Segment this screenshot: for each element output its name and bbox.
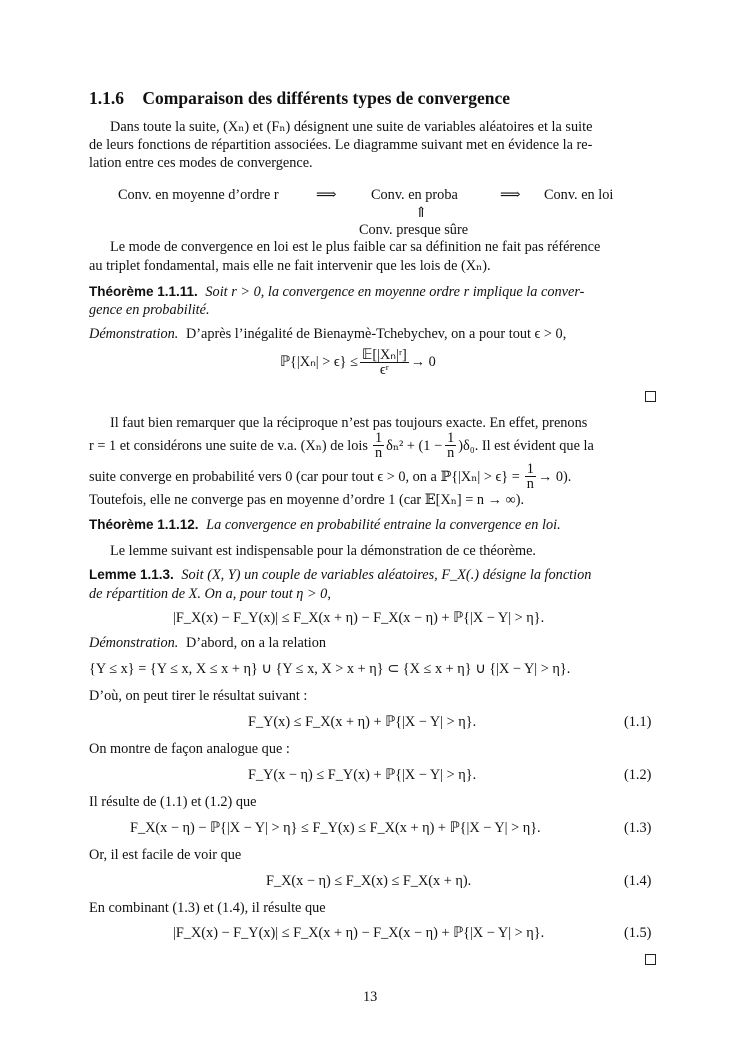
lemme-text-1: Soit (X, Y) un couple de variables aléatoires, F_X(.) désigne la fonction	[181, 567, 592, 583]
recip-line-1: Il faut bien remarquer que la réciproque n’est pas toujours exacte. En effet, prenons	[110, 415, 588, 431]
frac-num-2: 1	[447, 430, 455, 446]
recip-text-a: r = 1 et considérons une suite de v.a. (Xₙ) de lois	[89, 437, 368, 454]
recip-line-4: Toutefois, elle ne converge pas en moyenne d’ordre 1 (car 𝔼[Xₙ] = n → ∞).	[89, 492, 525, 508]
recip-fraction-1	[373, 431, 384, 460]
intro-line-1: Dans toute la suite, (Xₙ) et (Fₙ) désignent une suite de variables aléatoires et la suite	[110, 119, 593, 135]
frac-num-1: 1	[374, 430, 383, 446]
demonstration-1	[89, 325, 566, 343]
diagram-node-loi: Conv. en loi	[544, 187, 614, 203]
demonstration-text: D’après l’inégalité de Bienaymè-Tchebychev, on a pour tout ϵ > 0,	[185, 326, 567, 342]
eq-left: ℙ{|Xₙ| > ϵ} ≤	[280, 354, 358, 370]
frac-den-1: n	[374, 445, 383, 461]
equation-chebyshev	[280, 348, 436, 377]
intro-line-2: de leurs fonctions de répartition associées. Le diagramme suivant met en évidence la re-	[89, 137, 593, 153]
demonstration-label: Démonstration.	[89, 326, 179, 342]
demo-text-4: Or, il est facile de voir que	[89, 847, 242, 863]
lemme-label: Lemme 1.1.3.	[89, 567, 174, 582]
eq-fraction	[360, 348, 409, 377]
theorem-text-1: Soit r > 0, la convergence en moyenne ordre r implique la conver-	[205, 284, 585, 300]
theorem-text-2: gence en probabilité.	[89, 302, 210, 318]
theorem-label: Théorème 1.1.11.	[89, 284, 198, 299]
set-relation: {Y ≤ x} = {Y ≤ x, X ≤ x + η} ∪ {Y ≤ x, X > x + η} ⊂ {X ≤ x + η} ∪ {|X − Y| > η}.	[89, 661, 571, 677]
page-number: 13	[363, 989, 378, 1005]
diagram-arrow-up: ⇑	[415, 205, 427, 221]
demonstration-label: Démonstration.	[89, 635, 179, 651]
intro-line-3: lation entre ces modes de convergence.	[89, 155, 313, 171]
eq-numerator: 𝔼[|Xₙ|ʳ]	[361, 347, 407, 363]
lemme-text-2: de répartition de X. On a, pour tout η > 0,	[89, 586, 331, 602]
frac-den-2: n	[447, 445, 455, 461]
equation-number-1-4: (1.4)	[624, 873, 652, 889]
equation-1-1: F_Y(x) ≤ F_X(x + η) + ℙ{|X − Y| > η}.	[248, 714, 477, 730]
theorem-1-1-11	[89, 283, 584, 301]
demo-text-5: En combinant (1.3) et (1.4), il résulte que	[89, 900, 326, 916]
qed-square-icon	[645, 954, 656, 965]
section-title: Comparaison des différents types de convergence	[142, 88, 510, 108]
lemme-intro: Le lemme suivant est indispensable pour la démonstration de ce théorème.	[110, 543, 536, 559]
diagram-arrow-1: ⟹	[316, 187, 337, 203]
diagram-node-proba: Conv. en proba	[371, 187, 458, 203]
lemme-1-1-3	[89, 566, 591, 584]
mode-line-2: au triplet fondamental, mais elle ne fait intervenir que les lois de (Xₙ).	[89, 258, 491, 274]
frac-den-3: n	[526, 476, 534, 492]
equation-1-4: F_X(x − η) ≤ F_X(x) ≤ F_X(x + η).	[266, 873, 472, 889]
diagram-arrow-2: ⟹	[500, 187, 521, 203]
frac-num-3: 1	[526, 461, 534, 477]
section-heading	[89, 88, 510, 109]
recip-text-3a: suite converge en probabilité vers 0 (car pour tout ϵ > 0, on a ℙ{|Xₙ| > ϵ} =	[89, 468, 520, 485]
equation-1-2: F_Y(x − η) ≤ F_Y(x) + ℙ{|X − Y| > η}.	[248, 767, 477, 783]
section-number: 1.1.6	[89, 88, 124, 108]
demo-text-3: Il résulte de (1.1) et (1.2) que	[89, 794, 257, 810]
recip-line-3	[89, 462, 571, 491]
demo-text-2: On montre de façon analogue que :	[89, 741, 290, 757]
demo-text-1: D’où, on peut tirer le résultat suivant :	[89, 688, 308, 704]
recip-text-b: δₙ² + (1 −	[386, 437, 443, 454]
demonstration-2	[89, 634, 326, 652]
theorem-1-1-12	[89, 516, 561, 534]
diagram-node-moyenne: Conv. en moyenne d’ordre r	[118, 187, 279, 203]
eq-denominator: ϵʳ	[379, 362, 389, 378]
demonstration-text: D’abord, on a la relation	[185, 635, 327, 651]
equation-number-1-2: (1.2)	[624, 767, 652, 783]
equation-1-3: F_X(x − η) − ℙ{|X − Y| > η} ≤ F_Y(x) ≤ F_X(x + η) + ℙ{|X − Y| > η}.	[130, 820, 541, 836]
recip-fraction-2	[445, 431, 456, 460]
theorem-label: Théorème 1.1.12.	[89, 517, 199, 532]
diagram-node-ps: Conv. presque sûre	[359, 222, 469, 238]
recip-text-c: )δ₀. Il est évident que la	[458, 437, 594, 454]
equation-number-1-5: (1.5)	[624, 925, 652, 941]
eq-right: → 0	[410, 354, 436, 370]
recip-text-3b: → 0).	[537, 468, 572, 485]
theorem-text: La convergence en probabilité entraine la convergence en loi.	[206, 517, 561, 533]
equation-number-1-3: (1.3)	[624, 820, 652, 836]
equation-number-1-1: (1.1)	[624, 714, 652, 730]
equation-1-5: |F_X(x) − F_Y(x)| ≤ F_X(x + η) − F_X(x − η) + ℙ{|X − Y| > η}.	[173, 925, 545, 941]
mode-line-1: Le mode de convergence en loi est le plus faible car sa définition ne fait pas référence	[110, 239, 601, 255]
qed-square-icon	[645, 391, 656, 402]
lemme-equation: |F_X(x) − F_Y(x)| ≤ F_X(x + η) − F_X(x − η) + ℙ{|X − Y| > η}.	[173, 610, 545, 626]
recip-fraction-3	[525, 462, 536, 491]
recip-line-2	[89, 431, 594, 460]
